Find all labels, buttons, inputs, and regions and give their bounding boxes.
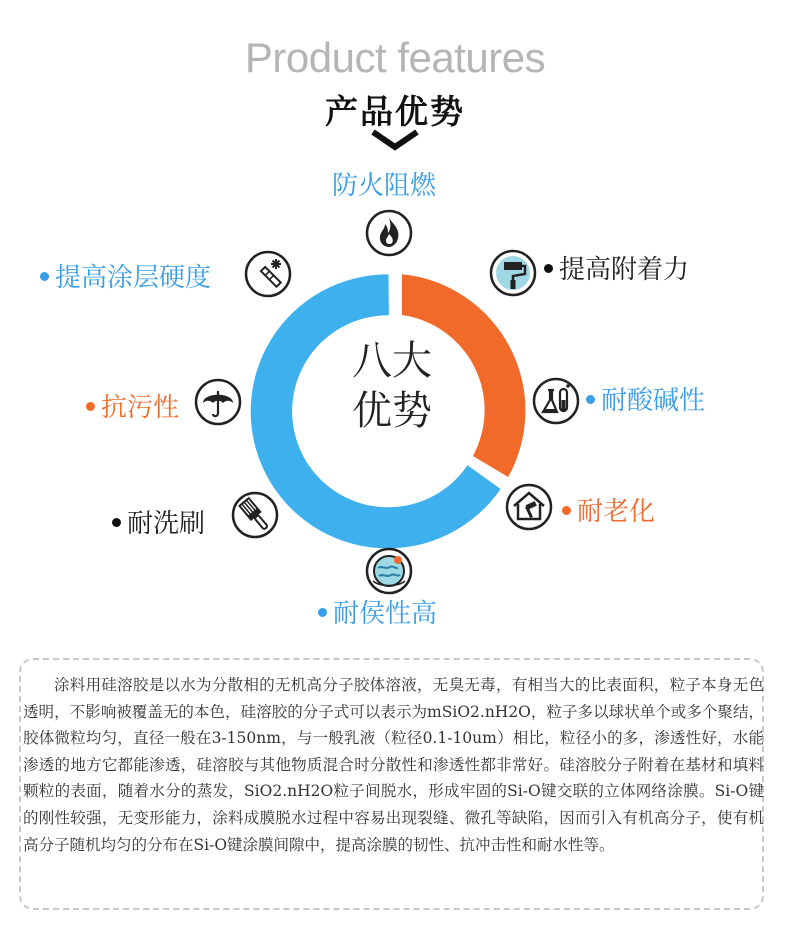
feature-hardness-label: 提高涂层硬度: [55, 263, 212, 293]
bullet-dot: [318, 608, 327, 617]
feature-adhesion-label: 提高附着力: [559, 255, 690, 285]
umbrella-icon: [193, 377, 243, 427]
feature-fireproof-label: 防火阻燃: [332, 171, 437, 201]
feature-aging-label: 耐老化: [577, 497, 656, 527]
title-zh: 产品优势: [325, 92, 465, 131]
feature-hardness: [40, 262, 211, 294]
feature-antifouling: [86, 392, 179, 424]
brush-icon: [230, 490, 280, 540]
description-box: [19, 658, 764, 910]
bullet-dot: [544, 264, 553, 273]
title-en: Product features: [244, 34, 546, 81]
house-hammer-icon: [504, 482, 554, 532]
magic-wand-icon: [243, 249, 293, 299]
feature-acid-alkali-label: 耐酸碱性: [601, 386, 706, 416]
feature-acid-alkali: [586, 385, 705, 417]
center-label-line2: 优势: [352, 388, 432, 434]
bullet-dot: [40, 272, 49, 281]
paint-roller-icon: [488, 248, 538, 298]
bullet-dot: [86, 402, 95, 411]
globe-icon: [364, 546, 414, 596]
feature-antifouling-label: 抗污性: [101, 393, 180, 423]
feature-scrub-label: 耐洗刷: [127, 509, 206, 539]
feature-weathering-label: 耐侯性高: [333, 599, 438, 629]
feature-aging: [562, 496, 655, 528]
description-text: 涂料用硅溶胶是以水为分散相的无机高分子胶体溶液，无臭无毒，有相当大的比表面积，粒子本身无色透明，不影响被覆盖无的本色，硅溶胶的分子式可以表示为mSiO2.nH2O，粒子多以球状单个或多个聚结，胶体微粒均匀，直径一般在3-150nm，与一般乳液（粒径0.1-10um）相比，粒径小的多，渗透性好，水能渗透的地方它都能渗透，硅溶胶与其他物质混合时分散性和渗透性都非常好。硅溶胶分子附着在基材和填料颗粒的表面，随着水分的蒸发，SiO2.nH2O粒子间脱水，形成牢固的Si-O键交联的立体网络涂膜。Si-O键的刚性较强，无变形能力，涂料成膜脱水过程中容易出现裂缝、微孔等缺陷，因而引入有机高分子，使有机高分子随机均匀的分布在Si-O键涂膜间隙中，提高涂膜的韧性、抗冲击性和耐水性等。: [23, 676, 764, 854]
bullet-dot: [112, 518, 121, 527]
bullet-dot: [562, 506, 571, 515]
lab-flask-icon: [531, 376, 581, 426]
feature-weathering: [318, 598, 437, 630]
center-label-line1: 八大: [352, 338, 432, 384]
feature-adhesion: [544, 254, 689, 286]
center-label: [332, 336, 452, 436]
feature-scrub: [112, 508, 205, 540]
bullet-dot: [586, 395, 595, 404]
fire-icon: [364, 208, 414, 258]
